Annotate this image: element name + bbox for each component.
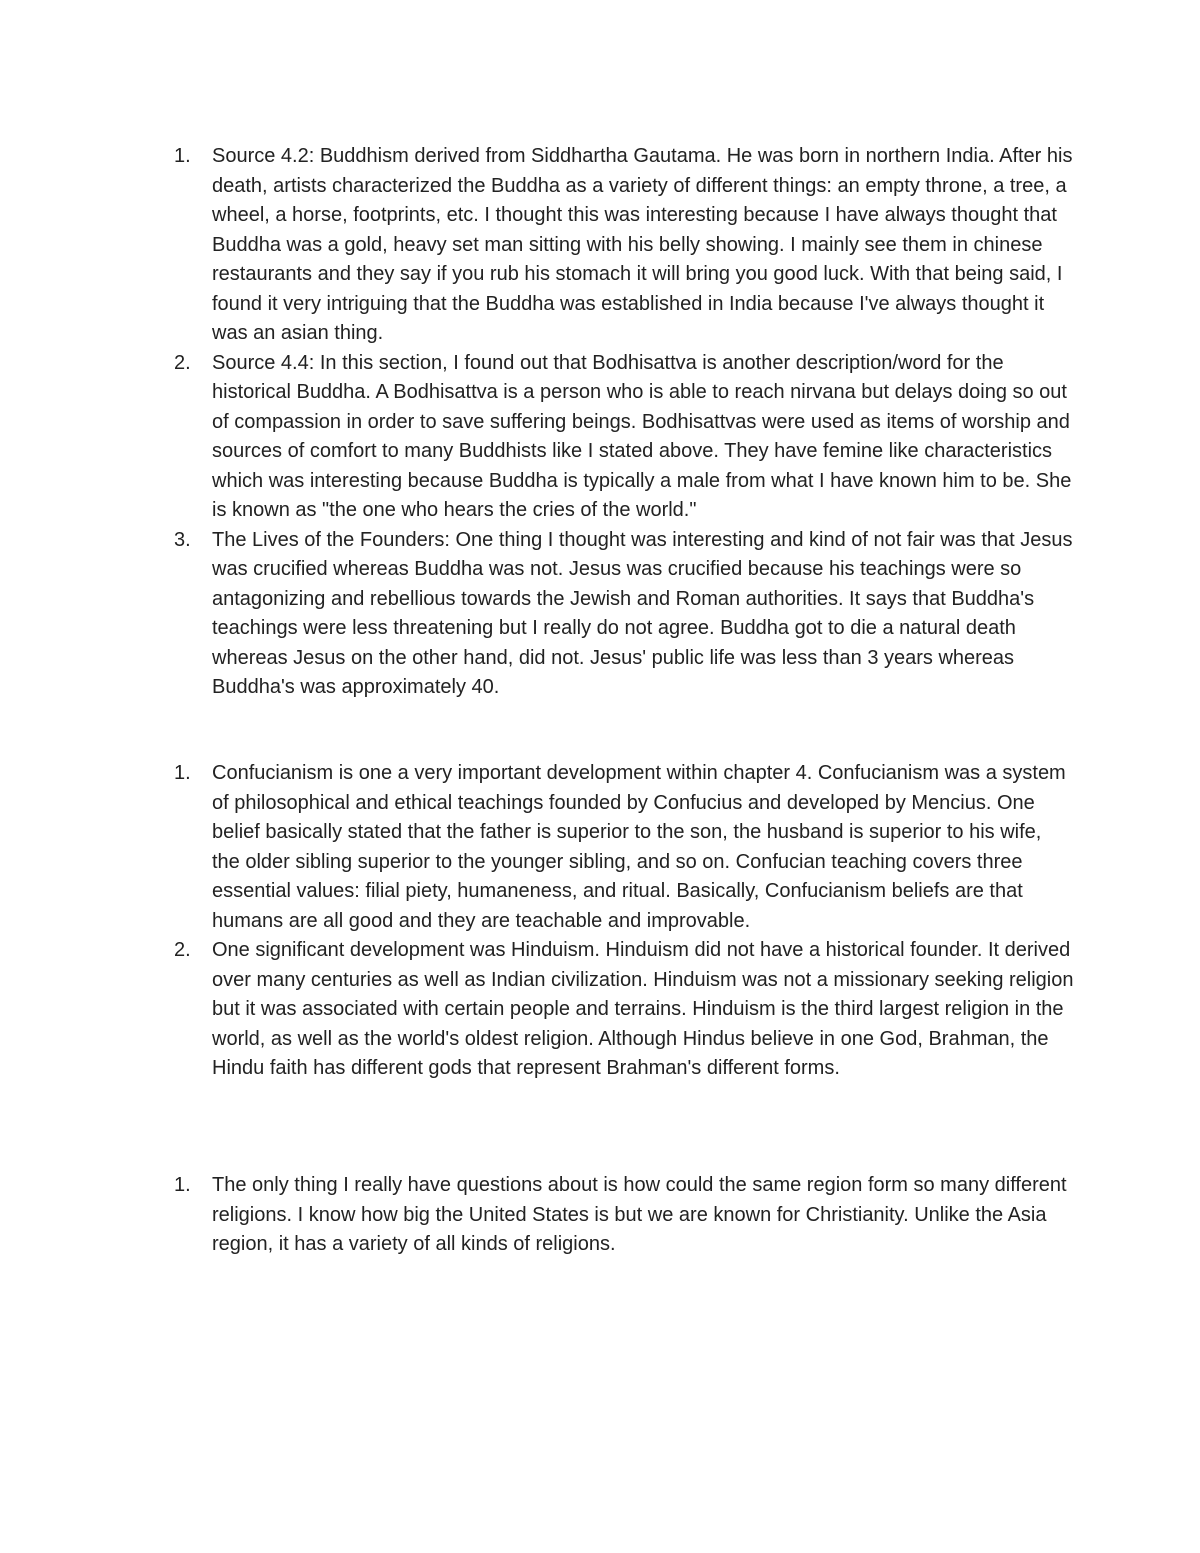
list-item <box>174 526 1074 703</box>
list-item-text: Source 4.2: Buddhism derived from Siddhartha Gautama. He was born in northern India. After his death, artists characterized the Buddha as a variety of different things: an empty throne, a tree, a wheel, a horse, footprints, etc. I thought this was interesting because I have always thought that Buddha was a gold, heavy set man sitting with his belly showing. I mainly see them in chinese restaurants and they say if you rub his stomach it will bring you good luck. With that being said, I found it very intriguing that the Buddha was established in India because I've always thought it was an asian thing. <box>212 145 1073 344</box>
list-item <box>174 349 1074 526</box>
list-item <box>174 142 1074 349</box>
list-item-number: 1. <box>174 762 191 784</box>
list-item-number: 2. <box>174 351 191 374</box>
list-item-text: The Lives of the Founders: One thing I thought was interesting and kind of not fair was that Jesus was crucified whereas Buddha was not. Jesus was crucified because his teachings were so antagonizing and rebellious towards the Jewish and Roman authorities. It says that Buddha's teachings were less threatening but I really do not agree. Buddha got to die a natural death whereas Jesus on the other hand, did not. Jesus' public life was less than 3 years whereas Buddha's was approximately 40. <box>212 528 1073 698</box>
list-item-number: 1. <box>174 145 191 167</box>
list-item-text: Source 4.4: In this section, I found out that Bodhisattva is another description/word for the historical Buddha. A Bodhisattva is a person who is able to reach nirvana but delays doing so out of compassion in order to save suffering beings. Bodhisattvas were used as items of worship and sources of comfort to many Buddhists like I stated above. They have femine like characteristics which was interesting because Buddha is typically a male from what I have known him to be. She is known as "the one who hears the cries of the world." <box>212 351 1072 521</box>
list-item-number: 2. <box>174 939 191 961</box>
numbered-list-questions <box>174 1171 1074 1260</box>
numbered-list-developments <box>174 759 1074 1084</box>
list-item <box>174 936 1074 1084</box>
list-item <box>174 1171 1074 1260</box>
list-item-number: 3. <box>174 528 191 551</box>
list-item-text: Confucianism is one a very important development within chapter 4. Confucianism was a system of philosophical and ethical teachings founded by Confucius and developed by Mencius. One belief basically stated that the father is superior to the son, the husband is superior to his wife, the older sibling superior to the younger sibling, and so on. Confucian teaching covers three essential values: filial piety, humaneness, and ritual. Basically, Confucianism beliefs are that humans are all good and they are teachable and improvable. <box>212 762 1066 932</box>
list-item-number: 1. <box>174 1174 191 1196</box>
list-item-text: The only thing I really have questions about is how could the same region form so many different religions. I know how big the United States is but we are known for Christianity. Unlike the Asia region, it has a variety of all kinds of religions. <box>212 1174 1067 1255</box>
list-item <box>174 759 1074 936</box>
numbered-list-buddhism <box>174 142 1074 703</box>
list-item-text: One significant development was Hinduism. Hinduism did not have a historical founder. It derived over many centuries as well as Indian civilization. Hinduism was not a missionary seeking religion but it was associated with certain people and terrains. Hinduism is the third largest religion in the world, as well as the world's oldest religion. Although Hindus believe in one God, Brahman, the Hindu faith has different gods that represent Brahman's different forms. <box>212 939 1074 1079</box>
